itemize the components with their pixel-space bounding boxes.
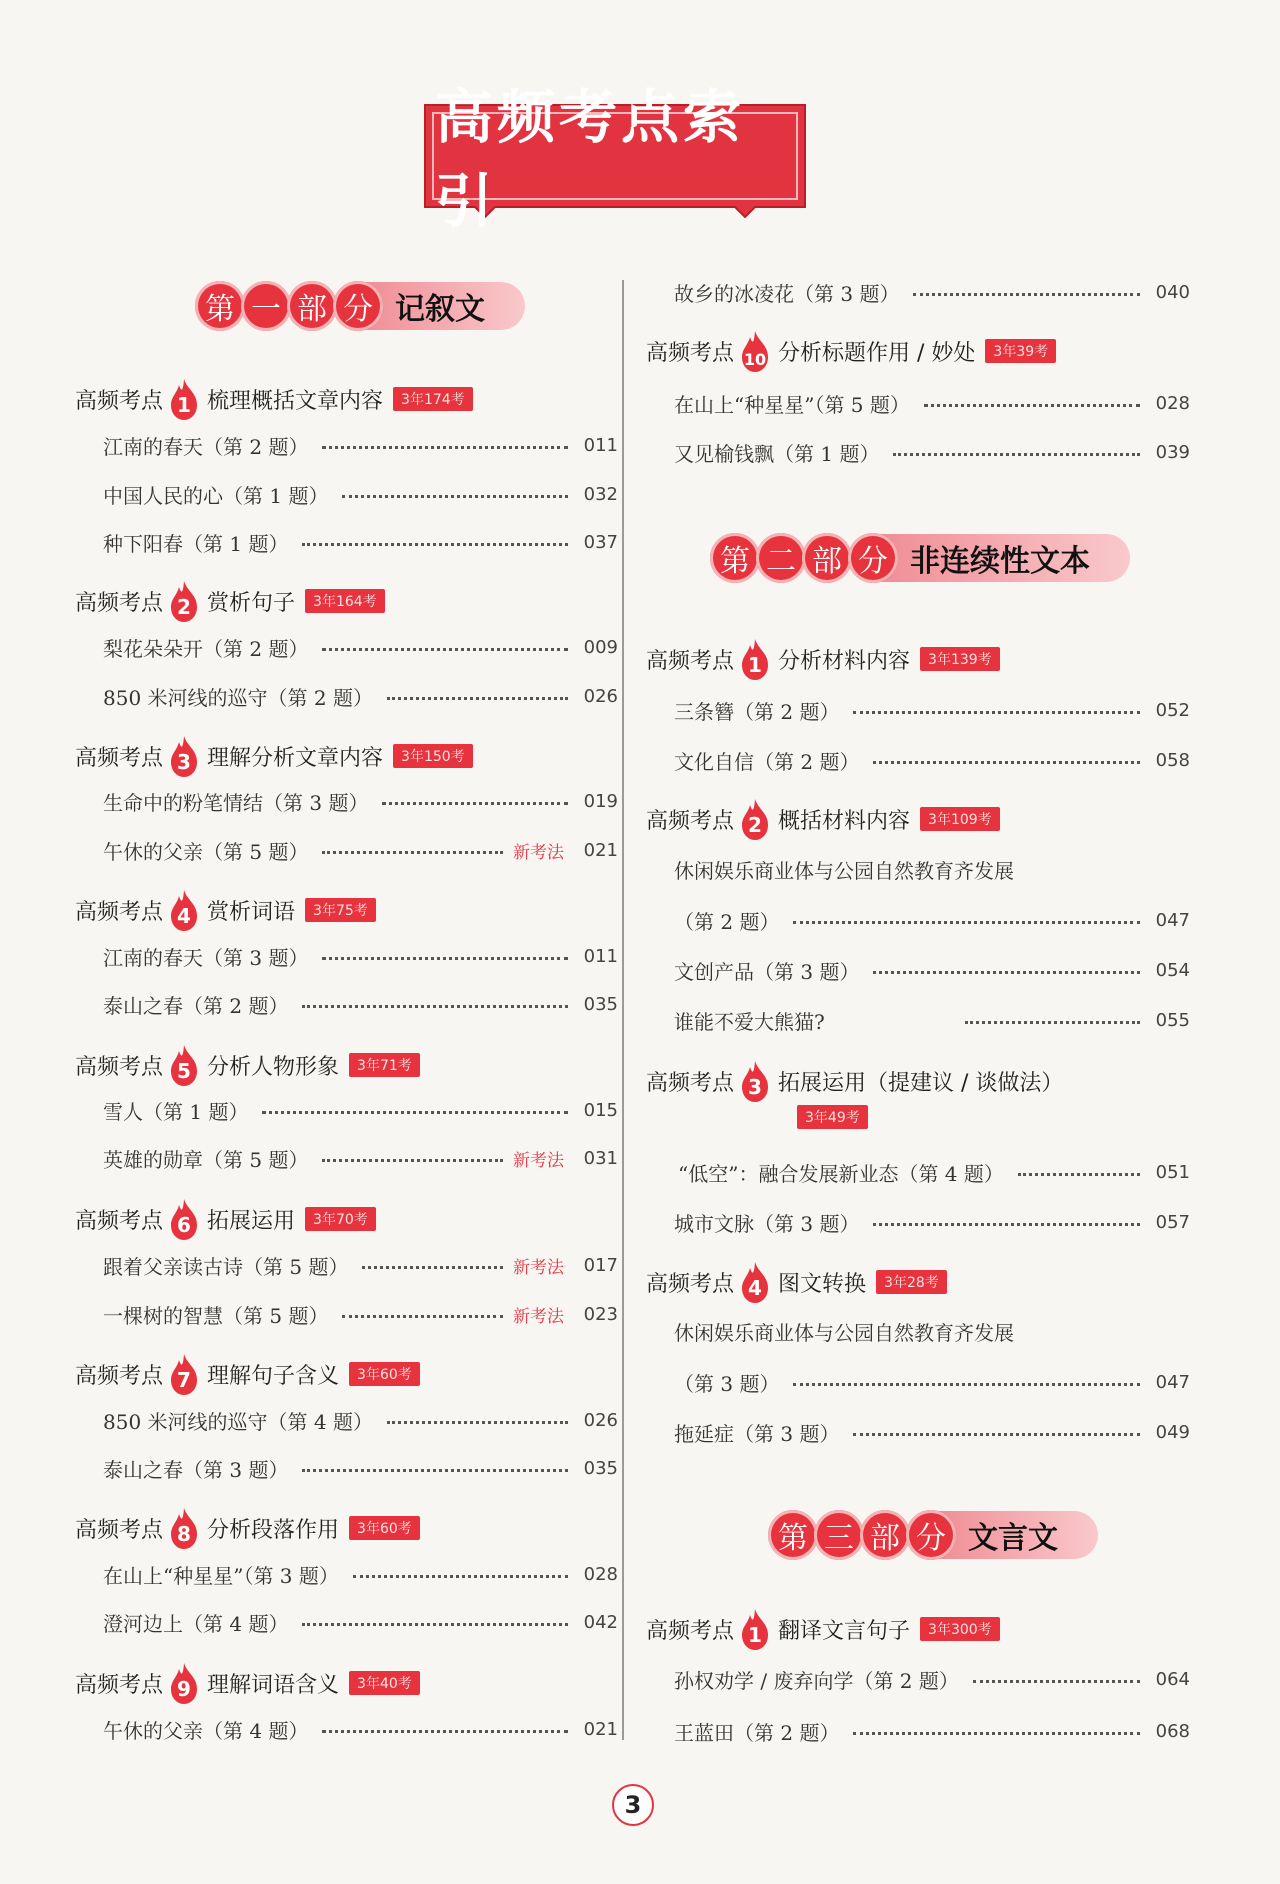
index-entry[interactable]: 文化自信（第 2 题） 058 (674, 749, 1190, 774)
page-ref: 026 (583, 685, 618, 707)
page-ref: 049 (1155, 1421, 1190, 1443)
kp-label: 高频考点 (75, 745, 164, 771)
topic-heading (646, 329, 1056, 373)
index-entry[interactable]: 故乡的冰凌花（第 3 题） 040 (674, 281, 1190, 306)
leader-dots (342, 495, 568, 498)
leader-dots (353, 1575, 568, 1578)
index-entry[interactable]: 江南的春天（第 2 题） 011 (103, 434, 618, 459)
index-entry[interactable]: “低空”：融合发展新业态（第 4 题） 051 (678, 1161, 1190, 1186)
leader-dots (893, 453, 1140, 456)
section-circle: 分 (906, 1510, 956, 1560)
kp-label: 高频考点 (646, 808, 735, 834)
leader-dots (873, 971, 1140, 974)
frequency-badge: 3年150考 (393, 744, 473, 768)
flame-icon: 4 (738, 1260, 772, 1304)
kp-label: 高频考点 (75, 388, 164, 414)
leader-dots (873, 761, 1140, 764)
page-number: 3 (612, 1784, 654, 1826)
page-ref: 015 (583, 1099, 618, 1121)
index-entry[interactable]: 中国人民的心（第 1 题） 032 (103, 483, 618, 508)
topic-heading (75, 1506, 420, 1550)
leader-dots (322, 446, 568, 449)
flame-icon: 7 (167, 1352, 201, 1396)
index-entry[interactable]: 王蓝田（第 2 题） 068 (674, 1720, 1190, 1745)
leader-dots (262, 1111, 568, 1114)
topic-heading (646, 797, 1000, 841)
index-entry[interactable]: 文创产品（第 3 题） 054 (674, 959, 1190, 984)
frequency-badge: 3年60考 (349, 1516, 420, 1540)
page-ref: 026 (583, 1409, 618, 1431)
index-entry[interactable]: 孙权劝学 / 废弃向学（第 2 题） 064 (674, 1668, 1190, 1693)
section-circle: 二 (756, 533, 806, 583)
frequency-badge: 3年28考 (876, 1270, 947, 1294)
page-ref: 057 (1155, 1211, 1190, 1233)
page-ref: 011 (583, 434, 618, 456)
leader-dots (302, 543, 568, 546)
flame-icon: 4 (167, 888, 201, 932)
leader-dots (924, 404, 1140, 407)
section-circle: 一 (241, 281, 291, 331)
leader-dots (793, 921, 1140, 924)
leader-dots (965, 1021, 1140, 1024)
page-ref: 023 (583, 1303, 618, 1325)
topic-name: 分析标题作用 / 妙处 (778, 340, 976, 366)
leader-dots (302, 1623, 568, 1626)
index-entry[interactable]: 午休的父亲（第 4 题） 021 (103, 1718, 618, 1743)
index-entry[interactable]: 泰山之春（第 3 题） 035 (103, 1457, 618, 1482)
flame-icon: 1 (738, 1607, 772, 1651)
section-circle: 第 (195, 281, 245, 331)
kp-label: 高频考点 (646, 340, 735, 366)
leader-dots (973, 1680, 1140, 1683)
section-title: 记叙文 (365, 282, 525, 330)
index-entry[interactable]: （第 2 题） 047 (674, 909, 1190, 934)
section-circle: 部 (860, 1510, 910, 1560)
index-entry[interactable]: 跟着父亲读古诗（第 5 题） 新考法 017 (103, 1254, 618, 1279)
index-entry[interactable]: 梨花朵朵开（第 2 题） 009 (103, 636, 618, 661)
section-circle: 部 (287, 281, 337, 331)
frequency-badge: 3年174考 (393, 387, 473, 411)
frequency-badge: 3年300考 (920, 1617, 1000, 1641)
leader-dots (873, 1223, 1140, 1226)
section-circle: 第 (768, 1510, 818, 1560)
flame-icon: 1 (738, 637, 772, 681)
page-title (435, 119, 795, 189)
leader-dots (342, 1315, 503, 1318)
page-ref: 051 (1155, 1161, 1190, 1183)
topic-name: 分析材料内容 (778, 648, 911, 674)
page-ref: 052 (1155, 699, 1190, 721)
index-entry[interactable]: 谁能不爱大熊猫? 055 (674, 1009, 1190, 1034)
page-ref: 047 (1155, 1371, 1190, 1393)
page-ref: 017 (583, 1254, 618, 1276)
kp-label: 高频考点 (646, 1618, 735, 1644)
topic-name: 翻译文言句子 (778, 1618, 911, 1644)
new-method-tag: 新考法 (513, 1150, 564, 1171)
leader-dots (853, 1732, 1140, 1735)
index-entry[interactable]: 江南的春天（第 3 题） 011 (103, 945, 618, 970)
frequency-badge: 3年70考 (305, 1207, 376, 1231)
leader-dots (322, 648, 568, 651)
page-ref: 021 (583, 1718, 618, 1740)
leader-dots (322, 1730, 568, 1733)
title-banner (415, 95, 815, 225)
index-entry[interactable]: 泰山之春（第 2 题） 035 (103, 993, 618, 1018)
frequency-badge: 3年60考 (349, 1362, 420, 1386)
page-ref: 035 (583, 1457, 618, 1479)
page-ref: 040 (1155, 281, 1190, 303)
page-ref: 032 (583, 483, 618, 505)
topic-heading (646, 1059, 1073, 1103)
index-entry[interactable]: 在山上“种星星”（第 5 题） 028 (674, 392, 1190, 417)
topic-heading (75, 1197, 376, 1241)
flame-icon: 3 (738, 1059, 772, 1103)
index-entry[interactable]: 澄河边上（第 4 题） 042 (103, 1611, 618, 1636)
page-ref: 011 (583, 945, 618, 967)
topic-heading (646, 1260, 947, 1304)
leader-dots (302, 1005, 568, 1008)
flame-icon: 2 (167, 579, 201, 623)
frequency-badge: 3年139考 (920, 647, 1000, 671)
kp-label: 高频考点 (646, 1070, 735, 1096)
leader-dots (387, 697, 568, 700)
section-circle: 三 (814, 1510, 864, 1560)
flame-icon: 6 (167, 1197, 201, 1241)
flame-icon: 10 (738, 329, 772, 373)
kp-label: 高频考点 (75, 1672, 164, 1698)
leader-dots (1018, 1173, 1140, 1176)
section-header-part3 (768, 1506, 1098, 1564)
page-ref: 035 (583, 993, 618, 1015)
page-ref: 047 (1155, 909, 1190, 931)
frequency-badge: 3年109考 (920, 807, 1000, 831)
frequency-badge: 3年164考 (305, 589, 385, 613)
leader-dots (322, 957, 568, 960)
leader-dots (387, 1421, 568, 1424)
new-method-tag: 新考法 (513, 1306, 564, 1327)
page-ref: 009 (583, 636, 618, 658)
topic-name: 梳理概括文章内容 (207, 388, 384, 414)
index-entry[interactable]: 午休的父亲（第 5 题） 新考法 021 (103, 839, 618, 864)
page-ref: 028 (583, 1563, 618, 1585)
flame-icon: 8 (167, 1506, 201, 1550)
section-header-part1 (195, 277, 525, 335)
leader-dots (853, 711, 1140, 714)
page-ref: 064 (1155, 1668, 1190, 1690)
index-entry[interactable]: 城市文脉（第 3 题） 057 (674, 1211, 1190, 1236)
kp-label: 高频考点 (75, 1363, 164, 1389)
index-entry[interactable]: 又见榆钱飘（第 1 题） 039 (674, 441, 1190, 466)
topic-name: 分析人物形象 (207, 1054, 340, 1080)
new-method-tag: 新考法 (513, 1257, 564, 1278)
topic-name: 理解分析文章内容 (207, 745, 384, 771)
leader-dots (322, 851, 503, 854)
index-entry[interactable]: （第 3 题） 047 (674, 1371, 1190, 1396)
topic-heading (75, 888, 376, 932)
new-method-tag: 新考法 (513, 842, 564, 863)
topic-name: 赏析句子 (207, 590, 296, 616)
topic-heading (75, 1661, 420, 1705)
page-ref: 039 (1155, 441, 1190, 463)
topic-name: 赏析词语 (207, 899, 296, 925)
column-divider (622, 280, 624, 1740)
index-entry[interactable]: 英雄的勋章（第 5 题） 新考法 031 (103, 1147, 618, 1172)
page-ref: 058 (1155, 749, 1190, 771)
frequency-badge: 3年39考 (985, 339, 1056, 363)
kp-label: 高频考点 (75, 1208, 164, 1234)
index-entry[interactable]: 种下阳春（第 1 题） 037 (103, 531, 618, 556)
kp-label: 高频考点 (646, 1271, 735, 1297)
index-entry[interactable]: 拖延症（第 3 题） 049 (674, 1421, 1190, 1446)
frequency-badge: 3年49考 (797, 1105, 868, 1129)
flame-icon: 5 (167, 1043, 201, 1087)
flame-icon: 9 (167, 1661, 201, 1705)
page-ref: 028 (1155, 392, 1190, 414)
flame-icon: 2 (738, 797, 772, 841)
index-entry[interactable]: 雪人（第 1 题） 015 (103, 1099, 618, 1124)
index-entry[interactable]: 三条簪（第 2 题） 052 (674, 699, 1190, 724)
page-ref: 019 (583, 790, 618, 812)
kp-label: 高频考点 (75, 1517, 164, 1543)
leader-dots (362, 1266, 503, 1269)
leader-dots (853, 1433, 1140, 1436)
leader-dots (302, 1469, 568, 1472)
kp-label: 高频考点 (75, 590, 164, 616)
section-circle: 第 (710, 533, 760, 583)
index-entry-title[interactable]: 休闲娱乐商业体与公园自然教育齐发展 (674, 1320, 1014, 1345)
flame-icon: 3 (167, 734, 201, 778)
topic-name: 概括材料内容 (778, 808, 911, 834)
topic-heading (646, 637, 1000, 681)
topic-badge-row (797, 1104, 868, 1130)
topic-heading (75, 734, 473, 778)
index-entry[interactable]: 生命中的粉笔情结（第 3 题） 019 (103, 790, 618, 815)
leader-dots (793, 1383, 1140, 1386)
section-circle: 部 (802, 533, 852, 583)
page-ref: 054 (1155, 959, 1190, 981)
leader-dots (382, 802, 568, 805)
frequency-badge: 3年40考 (349, 1671, 420, 1695)
topic-name: 拓展运用（提建议 / 谈做法） (778, 1070, 1064, 1096)
frequency-badge: 3年75考 (305, 898, 376, 922)
topic-name: 理解词语含义 (207, 1672, 340, 1698)
page-ref: 037 (583, 531, 618, 553)
page-ref: 021 (583, 839, 618, 861)
topic-heading (75, 377, 473, 421)
kp-label: 高频考点 (75, 899, 164, 925)
page-ref: 068 (1155, 1720, 1190, 1742)
leader-dots (322, 1159, 503, 1162)
index-entry[interactable]: 一棵树的智慧（第 5 题） 新考法 023 (103, 1303, 618, 1328)
page-ref: 031 (583, 1147, 618, 1169)
index-entry-title[interactable]: 休闲娱乐商业体与公园自然教育齐发展 (674, 858, 1014, 883)
section-title: 非连续性文本 (880, 534, 1130, 582)
kp-label: 高频考点 (75, 1054, 164, 1080)
topic-name: 拓展运用 (207, 1208, 296, 1234)
topic-heading (646, 1607, 1000, 1651)
section-circle: 分 (848, 533, 898, 583)
topic-heading (75, 579, 385, 623)
index-entry[interactable]: 850 米河线的巡守（第 4 题） 026 (103, 1409, 618, 1434)
topic-name: 图文转换 (778, 1271, 867, 1297)
topic-name: 理解句子含义 (207, 1363, 340, 1389)
flame-icon: 1 (167, 377, 201, 421)
page-ref: 055 (1155, 1009, 1190, 1031)
index-entry[interactable]: 在山上“种星星”（第 3 题） 028 (103, 1563, 618, 1588)
kp-label: 高频考点 (646, 648, 735, 674)
index-entry[interactable]: 850 米河线的巡守（第 2 题） 026 (103, 685, 618, 710)
topic-heading (75, 1043, 420, 1087)
page-ref: 042 (583, 1611, 618, 1633)
frequency-badge: 3年71考 (349, 1053, 420, 1077)
section-title: 文言文 (938, 1511, 1098, 1559)
section-circle: 分 (333, 281, 383, 331)
leader-dots (913, 293, 1140, 296)
topic-heading (75, 1352, 420, 1396)
section-header-part2 (710, 529, 1130, 587)
topic-name: 分析段落作用 (207, 1517, 340, 1543)
